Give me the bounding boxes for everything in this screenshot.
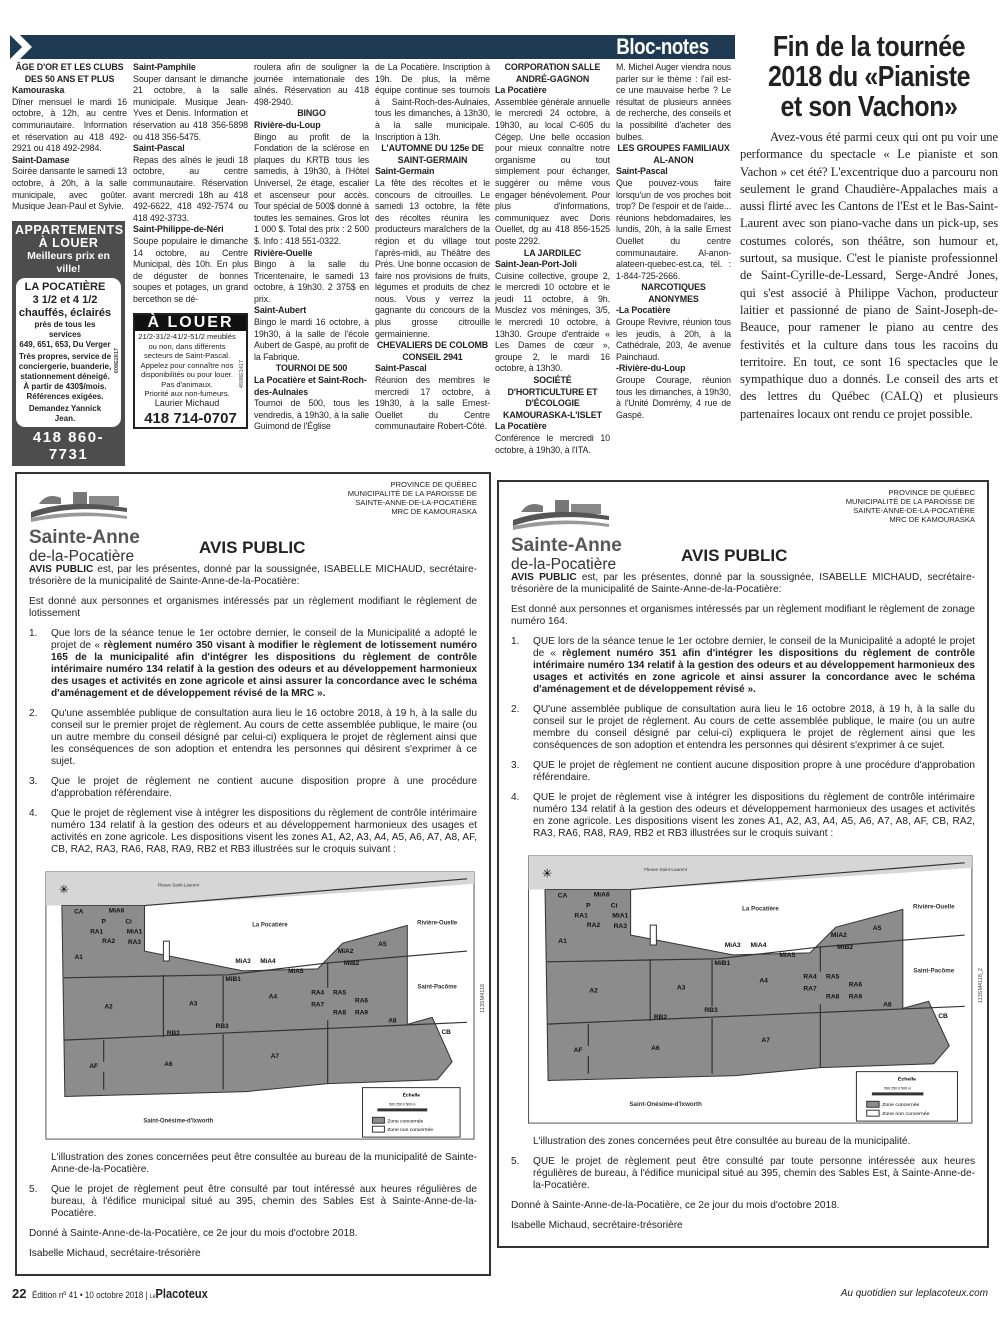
zone-label: RB2 bbox=[653, 1014, 668, 1022]
ad-phone: 418 714-0707 bbox=[144, 409, 237, 427]
ad-code: 609E2817 bbox=[114, 347, 120, 373]
zone-label: CA bbox=[74, 908, 84, 916]
event-location: Saint-Philippe-de-Néri bbox=[133, 224, 224, 235]
zone-label: RA6 bbox=[848, 981, 863, 989]
event-text: Cuisine collective, groupe 2, le mercredi 10 octobre et le jeudi 11 octobre, à 9h. Musclez vos méninges, 3/5, le mercredi 10 octobre, à 13h30. Groupe d'entraide « Les Dames de cœur », groupe 2, le mardi 16 octobre, à 13h30. bbox=[495, 270, 610, 374]
landscape-logo-icon bbox=[511, 496, 611, 532]
zone-label: RA4 bbox=[311, 989, 325, 997]
legend-out: Zone non concernée bbox=[387, 1128, 433, 1134]
event-text: M. Michel Auger viendra nous parler sur le thème : l'ail est-ce une mauvaise herbe ? Le résultat de plusieurs années de recherche, des conseils et la possibilité d'acheter des bulbes. bbox=[616, 62, 731, 142]
place-label: Saint-Pacôme bbox=[913, 968, 955, 975]
brand-name: Placoteux bbox=[155, 1286, 209, 1301]
place-label: Saint-Onésime-d'Ixworth bbox=[143, 1118, 214, 1125]
section-header-bar bbox=[10, 35, 735, 59]
zone-label: RB2 bbox=[166, 1030, 180, 1038]
rent-ad bbox=[133, 313, 248, 428]
zone-label: A3 bbox=[676, 984, 686, 992]
ad-phone: 418 860-7731 bbox=[32, 428, 105, 463]
map-code: 113SM4118_2 bbox=[978, 968, 984, 1003]
zone-label: RA4 bbox=[803, 973, 817, 981]
bloc-notes-column bbox=[12, 62, 127, 466]
zone-label: CB bbox=[441, 1029, 451, 1037]
zone-label: A1 bbox=[74, 954, 83, 961]
event-text: Bingo au profit de la Fondation de la sclérose en plaques du KRTB tous les samedis, à 19h30, à l'Hôtel Universel, 2e étage, escalier et ascenseur pour accès. Tour spécial de 500$ donné à toutes les semaines. Gros lot 1 000 $. Total des prix : 2 500 $. Info : 418 551-0322. bbox=[254, 131, 369, 246]
zone-label: MiA4 bbox=[260, 957, 276, 965]
notice-items bbox=[511, 636, 975, 840]
zone-label: RA8 bbox=[826, 993, 840, 1001]
notice-item bbox=[29, 808, 477, 856]
page-number: 22 bbox=[12, 1286, 27, 1301]
event-text: Conférence le mercredi 10 octobre, à 19h30, à l'ITA. bbox=[495, 433, 610, 455]
event-text: Bingo le mardi 16 octobre, à 19h30, à la salle de l'école Aubert de Gaspé, au profit de la Fabrique. bbox=[254, 317, 369, 362]
zone-label: MiB2 bbox=[837, 944, 854, 951]
intro-bold: AVIS PUBLIC bbox=[29, 564, 94, 575]
zone-label: A8 bbox=[883, 1001, 892, 1009]
event-text: Groupe Courage, réunion tous les dimanches, à 19h30, à l'Unité Domrémy, 4 rue de Gaspé. bbox=[616, 375, 731, 420]
bloc-notes-column bbox=[133, 62, 248, 429]
brand-prefix: Le bbox=[150, 1294, 156, 1300]
zone-label: RA9 bbox=[848, 993, 863, 1001]
place-label: Rivière-Ouelle bbox=[417, 920, 458, 927]
item-text: Qu'une assemblée publique de consultation aura lieu le 16 octobre 2018, à 19 h, à la salle du conseil sur le premier projet de règlement. Au cours de cette assemblée publique, le maire (ou un autre membre du conseil désigné par celui-ci) expliquera le projet de règlement ainsi que les conséquences de son adoption et entendra les personnes qui désirent s'exprimer à ce sujet. bbox=[51, 708, 477, 767]
zone-label: RA6 bbox=[355, 997, 368, 1005]
zoning-map bbox=[29, 864, 477, 1146]
logo-text: Sainte-Anne bbox=[29, 527, 140, 548]
zone-label: RA7 bbox=[803, 985, 817, 993]
bloc-notes-column bbox=[254, 62, 369, 433]
ad-text: Pas d'animaux. bbox=[161, 379, 213, 389]
edition-text: Édition nº 41 • 10 octobre 2018 | bbox=[32, 1290, 148, 1301]
event-heading: L'AUTOMNE DU 125e DE SAINT-GERMAIN bbox=[381, 143, 484, 165]
ad-text: Références exigées. bbox=[26, 391, 104, 401]
item-text: Que le projet de règlement vise à intégrer les dispositions du règlement de contrôle intérimaire numéro 134 relatif à la gestion des odeurs et au développement harmonieux des usages et activités en zone agricole. Les dispositions visent les zones A1, A2, A3, A4, A5, A6, A7, A8, AF, CB, RA2, RA3, RA6, RA8, RA9, RB2 et RB3 illustrées sur le croquis suivant : bbox=[51, 808, 477, 855]
map-code: 113SM4118 bbox=[480, 984, 486, 1013]
notice-given: Est donné aux personnes et organismes intéressés par un règlement modifiant le règlement de zonage numéro 164. bbox=[511, 604, 975, 627]
ad-text: près de tous les services bbox=[34, 319, 96, 339]
place-label: Saint-Pacôme bbox=[417, 984, 457, 991]
signed-line: Donné à Sainte-Anne-de-la-Pocatière, ce 2e jour du mois d'octobre 2018. bbox=[511, 1200, 840, 1211]
legend-in: Zone concernée bbox=[387, 1119, 424, 1125]
item-number: 4. bbox=[29, 808, 38, 819]
item-text: QUE le projet de règlement ne contient aucune disposition propre à une procédure d'approbation référendaire. bbox=[533, 760, 975, 783]
ad-features: chauffés, éclairés bbox=[18, 306, 112, 319]
municipality-logo bbox=[29, 488, 169, 565]
zone-label: MiA2 bbox=[830, 932, 847, 940]
item-text: Que le projet de règlement peut être consulté par tout intéressé aux heures régulières de bureau, à l'édifice municipal situé au 395, chemin des Sables Est à Sainte-Anne-de-la-Pocatière. bbox=[51, 1184, 477, 1219]
item-number: 2. bbox=[511, 704, 520, 715]
event-location: Saint-Jean-Port-Joli bbox=[495, 259, 577, 270]
zone-label: MiB1 bbox=[225, 975, 241, 983]
notice-item bbox=[29, 776, 477, 800]
notice-item bbox=[511, 704, 975, 752]
zone-label: RB3 bbox=[704, 1007, 718, 1015]
zone-label: CA bbox=[557, 892, 568, 900]
event-location: -La Pocatière bbox=[616, 305, 671, 316]
item-text-bold: règlement numéro 350 visant à modifier le règlement de lotissement numéro 165 de la municipalité afin d'intégrer les dispositions du règlement de contrôle intérimaire numéro 134 relatif à la gestion des odeurs et au développement harmonieux des usages et activités en zone agricole et ainsi assurer la concordance avec le schéma d'aménagement et de développement révisé de la MRC ». bbox=[51, 640, 477, 699]
intro-bold: AVIS PUBLIC bbox=[511, 572, 577, 583]
zone-label: RA2 bbox=[102, 938, 116, 946]
province-line: MUNICIPALITÉ DE LA PAROISSE DE bbox=[845, 497, 975, 506]
notice-item bbox=[511, 636, 975, 696]
zone-label: A8 bbox=[388, 1017, 397, 1025]
compass-icon: ✳ bbox=[58, 882, 69, 897]
event-location: Saint-Germain bbox=[375, 166, 435, 177]
zone-label: A4 bbox=[759, 977, 768, 985]
ad-text: 21/2-31/2-41/2-51/2 meublés ou non, dans différents secteurs de Saint-Pascal. bbox=[138, 332, 236, 361]
province-line: SAINTE-ANNE-DE-LA-POCATIÈRE bbox=[355, 498, 477, 507]
item-text: Que le projet de règlement ne contient aucune disposition propre à une procédure d'approbation référendaire. bbox=[51, 776, 477, 799]
province-line: PROVINCE DE QUÉBEC bbox=[888, 488, 975, 497]
compass-icon: ✳ bbox=[541, 866, 553, 881]
ad-details bbox=[135, 331, 246, 409]
signature: Isabelle Michaud, secrétaire-trésorière bbox=[29, 1248, 201, 1259]
zone-label: RA9 bbox=[355, 1009, 368, 1017]
zone-label: RA1 bbox=[574, 912, 588, 920]
zone-label: RA5 bbox=[826, 973, 840, 981]
event-text: Repas des aînés le jeudi 18 octobre, au centre communautaire. Réservation avant mercredi 18h au 418 492-6622, 418 492-7574 ou 418 492-3733. bbox=[133, 154, 248, 223]
event-location: -Rivière-du-Loup bbox=[616, 363, 686, 374]
legend-title: Échelle bbox=[402, 1093, 420, 1099]
legend-in: Zone concernée bbox=[882, 1102, 920, 1109]
chevron-icon bbox=[10, 35, 32, 59]
item-text: QU'une assemblée publique de consultation aura lieu le 16 octobre 2018, à 19 h, à la salle du conseil sur le projet de règlement. Au cours de cette assemblée publique, le maire (ou un autre membre du conseil désigné par celui-ci) expliquera le projet de règlement ainsi que les conséquences de son adoption et entendra les personnes qui désirent s'exprimer à ce sujet. bbox=[533, 704, 975, 751]
event-heading: BINGO bbox=[297, 108, 326, 119]
event-heading: TOURNOI DE 500 bbox=[275, 363, 348, 374]
ad-contact: Demandez Yannick Jean. bbox=[28, 403, 102, 423]
item-text: QUE lors de la séance tenue le 1er octobre dernier, le conseil de la Municipalité a adopté le projet de « bbox=[533, 636, 975, 659]
zone-label: MiA1 bbox=[126, 928, 143, 936]
place-label: Fleuve Saint-Laurent bbox=[644, 866, 688, 872]
zone-label: MiA5 bbox=[779, 951, 796, 959]
zone-label: A4 bbox=[268, 993, 278, 1001]
bloc-notes-column bbox=[375, 62, 490, 433]
zone-label: MiB1 bbox=[714, 959, 731, 967]
article-title: Fin de la tournée 2018 du «Pianiste et son Vachon» bbox=[767, 31, 971, 123]
zone-label: RB3 bbox=[215, 1023, 229, 1031]
event-heading: LA JARDILEC bbox=[523, 247, 582, 258]
zone-label: A7 bbox=[761, 1037, 770, 1044]
logo-text: de-la-Pocatière bbox=[511, 556, 617, 573]
item-number: 5. bbox=[29, 1184, 38, 1195]
event-heading: SOCIÉTÉ D'HORTICULTURE ET D'ÉCOLOGIE KAMOURASKA-L'ISLET bbox=[503, 375, 602, 420]
notice-items bbox=[29, 628, 477, 856]
notice-title: AVIS PUBLIC bbox=[681, 546, 788, 565]
zone-label: MiA3 bbox=[724, 942, 741, 949]
event-heading: CORPORATION SALLE ANDRÉ-GAGNON bbox=[504, 62, 601, 84]
notice-item bbox=[29, 628, 477, 700]
notice-item bbox=[29, 708, 477, 768]
event-location: Saint-Pascal bbox=[616, 166, 668, 177]
event-location: La Pocatière bbox=[495, 421, 547, 432]
event-text: Dîner mensuel le mardi 16 octobre, à 12h, au centre communautaire. Information et réservation au 418 492-2921 ou 418 492-2984. bbox=[12, 96, 127, 154]
ad-text: Appelez pour connaître nos disponibilités ou pour louer. bbox=[140, 360, 234, 380]
event-location: Rivière-du-Loup bbox=[254, 119, 321, 130]
place-label: La Pocatière bbox=[252, 922, 288, 929]
notice-item bbox=[29, 1184, 477, 1220]
legend-out: Zone non concernée bbox=[882, 1111, 930, 1118]
province-line: MUNICIPALITÉ DE LA PAROISSE DE bbox=[347, 489, 477, 498]
scale-label: 500 250 0 500 m bbox=[389, 1102, 416, 1107]
item-number: 3. bbox=[511, 760, 520, 771]
event-location: Kamouraska bbox=[12, 85, 65, 96]
zone-label: MiA3 bbox=[235, 957, 251, 965]
ad-text: Très propres, service de conciergerie, buanderie, stationnement déneigé. bbox=[18, 351, 112, 381]
article bbox=[740, 32, 998, 423]
zone-label: MiA2 bbox=[337, 948, 354, 956]
intro-text: est, par les présentes, donné par la soussignée, ISABELLE MICHAUD, secrétaire-trésorière de la municipalité de Sainte-Anne-de-la-Pocatière: bbox=[511, 572, 976, 595]
event-text: Réunion des membres le mercredi 17 octobre, à 19h30, à la salle Ernest-Ouellet du Centre communautaire Robert-Côté. bbox=[375, 375, 490, 432]
zone-label: RA8 bbox=[333, 1009, 347, 1017]
zone-label: CB bbox=[938, 1013, 948, 1021]
province-line: MRC DE KAMOURASKA bbox=[889, 515, 975, 524]
scale-label: 500 250 0 500 m bbox=[884, 1086, 912, 1091]
zone-label: AF bbox=[573, 1046, 583, 1054]
event-location: Saint-Pamphile bbox=[133, 62, 196, 72]
event-location: Saint-Damase bbox=[12, 154, 70, 165]
zone-label: A6 bbox=[651, 1044, 660, 1052]
zone-label: A2 bbox=[104, 1003, 113, 1011]
ad-address: 649, 651, 653, Du Verger bbox=[19, 339, 111, 349]
ad-details bbox=[16, 278, 121, 427]
event-heading: LES GROUPES FAMILIAUX AL-ANON bbox=[617, 143, 730, 165]
illustration-note: L'illustration des zones concernées peut être consultée au bureau de la municipalité. bbox=[533, 1136, 911, 1147]
zone-label: RA3 bbox=[128, 939, 141, 947]
zone-label: RA3 bbox=[613, 923, 627, 931]
zone-label: Ci bbox=[125, 918, 132, 926]
zone-label: MiA1 bbox=[612, 912, 629, 920]
notice-given: Est donné aux personnes et organismes intéressés par un règlement modifiant le règlement de lotissement bbox=[29, 596, 477, 619]
province-line: PROVINCE DE QUÉBEC bbox=[390, 480, 477, 489]
notice-title: AVIS PUBLIC bbox=[199, 538, 306, 557]
place-label: Saint-Onésime-d'Ixworth bbox=[629, 1102, 702, 1109]
notice-header bbox=[511, 488, 975, 572]
bloc-notes-column bbox=[495, 62, 610, 456]
notice-header bbox=[29, 480, 477, 564]
place-label: La Pocatière bbox=[742, 906, 779, 913]
ad-sizes: 3 1/2 et 4 1/2 bbox=[32, 293, 98, 306]
logo-text: Sainte-Anne bbox=[511, 535, 622, 556]
event-text: Assemblée générale annuelle le mercredi 24 octobre, à 19h30, au local C-605 du Cégep. Une belle occasion pour mieux connaître notre organisme ou tout simplement pour échanger, suggérer ou même vous engager bénévolement. Pour plus d'informations, communiquez avec Doris Ouellet, dg au 418 856-1525 poste 2292. bbox=[495, 96, 610, 246]
item-number: 2. bbox=[29, 708, 38, 719]
public-notice-left bbox=[15, 472, 491, 1276]
zone-label: A2 bbox=[589, 987, 598, 995]
item-number: 1. bbox=[511, 636, 520, 647]
zone-label: MiA5 bbox=[288, 967, 304, 975]
ad-text: Priorité aux non-fumeurs. bbox=[144, 388, 230, 398]
item-number: 4. bbox=[511, 792, 520, 803]
section-title: Bloc-notes bbox=[616, 34, 709, 59]
event-text: roulera afin de souligner la journée internationale des aînés. Réservation au 418 498-2940. bbox=[254, 62, 369, 107]
illustration-note: L'illustration des zones concernées peut être consultée au bureau de la municipalité de Sainte-Anne-de-la-Pocatière. bbox=[51, 1152, 477, 1175]
ad-tagline: Meilleurs prix en ville! bbox=[27, 249, 110, 275]
zone-label: RA5 bbox=[333, 989, 347, 997]
item-number: 5. bbox=[511, 1156, 520, 1167]
apartments-ad bbox=[12, 221, 125, 466]
zone-label: A5 bbox=[378, 941, 387, 949]
event-text: Groupe Revivre, réunion tous les jeudis, à 20h, à la Cathédrale, 203, 4e avenue Painchaud. bbox=[616, 317, 731, 362]
event-text: La fête des récoltes et le concours de citrouilles. Le samedi 13 octobre, la fête des récoltes réunira les producteurs maraîchers de la région et du village tout l'après-midi, au Théâtre des Prés. Une bonne occasion de faire nos provisions de fruits, légumes et produits de chez nous. Vous y verrez la gagnante du concours de la plus grosse citrouille germainienne. bbox=[375, 177, 490, 339]
intro-text: est, par les présentes, donné par la soussignée, ISABELLE MICHAUD, secrétaire-trésorière de la municipalité de Sainte-Anne-de-la-Pocatière: bbox=[29, 564, 478, 587]
zone-label: A3 bbox=[189, 1000, 198, 1008]
website-link[interactable]: Au quotidien sur leplacoteux.com bbox=[840, 1288, 988, 1299]
ad-title: À LOUER bbox=[135, 315, 246, 331]
zone-label: MiA6 bbox=[108, 907, 125, 915]
event-heading: ÂGE D'OR ET LES CLUBS DES 50 ANS ET PLUS bbox=[15, 62, 124, 84]
zone-label: P bbox=[586, 902, 591, 910]
province-header bbox=[247, 480, 477, 516]
event-text: Tournoi de 500, tous les vendredis, à 19h30, à la salle Guimond de l'Église bbox=[254, 398, 369, 432]
zone-label: RA1 bbox=[90, 928, 104, 936]
notice-item bbox=[511, 1156, 975, 1192]
province-line: SAINTE-ANNE-DE-LA-POCATIÈRE bbox=[853, 506, 975, 515]
zone-label: A1 bbox=[558, 938, 567, 945]
event-text: Souper dansant le dimanche 21 octobre, à la salle municipale. Musique Jean-Yves et Denis. Information et réservation au 418 356-5898 ou 418 356-5475. bbox=[133, 73, 248, 142]
signature: Isabelle Michaud, secrétaire-trésorière bbox=[511, 1220, 683, 1231]
place-label: Fleuve Saint-Laurent bbox=[157, 882, 200, 888]
zone-label: MiB2 bbox=[343, 959, 360, 967]
notice-item bbox=[511, 760, 975, 784]
event-text: Que pouvez-vous faire lorsqu'un de vos proches boit trop? De l'espoir et de l'aide... réunions hebdomadaires, les lundis, 20h, à la salle Ernest Ouellet du centre communautaire. Al-anon-alateen-quebec-est.ca, tél. : 1-844-725-2666. bbox=[616, 177, 731, 281]
zone-label: RA7 bbox=[311, 1001, 325, 1009]
event-text: de La Pocatière. Inscription à 19h. De plus, la même équipe continue ses tournois à Saint-Roch-des-Aulnaies, tous les dimanches, à 13h30, à la salle municipale. Inscription à 13h. bbox=[375, 62, 490, 142]
ad-city: LA POCATIÈRE bbox=[24, 280, 106, 293]
event-location: Saint-Pascal bbox=[133, 143, 185, 154]
zone-label: P bbox=[101, 918, 106, 926]
event-location: Saint-Aubert bbox=[254, 305, 307, 316]
zone-label: Ci bbox=[610, 902, 618, 910]
ad-title: À LOUER bbox=[38, 235, 99, 250]
zone-label: A5 bbox=[872, 925, 882, 933]
zone-label: MiA4 bbox=[750, 942, 767, 949]
event-text: Bingo à la salle du Tricentenaire, le samedi 13 octobre, à 19h30. 2 375$ en prix. bbox=[254, 259, 369, 304]
event-location: Rivière-Ouelle bbox=[254, 247, 313, 258]
item-number: 3. bbox=[29, 776, 38, 787]
ad-code: 4598E1417 bbox=[239, 360, 245, 389]
municipality-logo bbox=[511, 496, 651, 573]
zone-label: A6 bbox=[164, 1060, 173, 1068]
event-heading: CHEVALIERS DE COLOMB CONSEIL 2941 bbox=[376, 340, 489, 362]
ad-contact: Laurier Michaud bbox=[154, 398, 220, 409]
map-container bbox=[511, 848, 984, 1130]
article-body: Avez-vous été parmi ceux qui ont pu voir une performance du spectacle « Le pianiste et son Vachon » cet été? L'excentrique duo a parcouru non seulement le grand Chaudière-Appalaches mais a aussi flirté avec les Cantons de l'Est et le Bas-Saint-Laurent avec son piano-vache dans un pick-up, ses costumes colorés, son théâtre, son humour et, surtout, sa musique. C'est le pianiste professionnel de Saint-Cyrille-de-Lessard, Serge-André Jones, qui s'est associé à Philippe Vachon, producteur laitier et passionné de piano de Saint-Joseph-de-Beauce, pour ramener le piano au centre des festivités et la culture dans tous les racoins du territoire. En tout, ce sont 16 spectacles que le sympathique duo a donnés. Le conseil des arts et des lettres du Québec (CALQ) et plusieurs partenaires locaux ont rendu ce projet possible. bbox=[740, 130, 998, 421]
logo-text: de-la-Pocatière bbox=[29, 548, 135, 565]
edition-info bbox=[32, 1286, 208, 1301]
event-location: Saint-Pascal bbox=[375, 363, 427, 374]
event-text: Soirée dansante le samedi 13 octobre, à 20h, à la salle municipale, avec goûter. Musique Jean-Paul et Sylvie. bbox=[12, 166, 127, 212]
zone-label: MiA6 bbox=[593, 891, 610, 899]
item-text: QUE le projet de règlement peut être consulté par toute personne intéressée aux heures régulières de bureau, à l'édifice municipal situé au 395, chemin des Sables Est, à Sainte-Anne-de-la-Pocatière. bbox=[533, 1156, 975, 1191]
notice-intro bbox=[511, 572, 975, 596]
item-number: 1. bbox=[29, 628, 38, 639]
zone-label: AF bbox=[89, 1062, 99, 1070]
item-text-bold: règlement numéro 351 afin d'intégrer les dispositions du règlement de contrôle intérimaire numéro 134 relatif à la gestion des odeurs et au développement harmonieux des usages et activités en zone agricole et ainsi assurer la concordance avec le schéma d'aménagement et de développement révisé ». bbox=[533, 648, 975, 695]
zone-label: A7 bbox=[270, 1052, 280, 1060]
legend-title: Échelle bbox=[897, 1076, 916, 1083]
event-location: La Pocatière bbox=[495, 85, 547, 96]
item-text: Que lors de la séance tenue le 1er octobre dernier, le conseil de la Municipalité a adopté le projet de « bbox=[51, 628, 477, 651]
map-container bbox=[29, 864, 486, 1146]
ad-title: APPARTEMENTS bbox=[15, 222, 124, 237]
notice-item bbox=[511, 792, 975, 840]
landscape-logo-icon bbox=[29, 488, 129, 524]
province-header bbox=[745, 488, 975, 524]
notice-intro bbox=[29, 564, 477, 588]
event-location: La Pocatière et Saint-Roch-des-Aulnaies bbox=[254, 375, 367, 397]
ad-price: À partir de 430$/mois. bbox=[23, 381, 107, 391]
signed-line: Donné à Sainte-Anne-de-la-Pocatière, ce 2e jour du mois d'octobre 2018. bbox=[29, 1228, 358, 1239]
event-text: Soupe populaire le dimanche 14 octobre, au Centre Municipal, dès 10h. En plus de déguster de bonnes soupes et potages, un grand bercethon se dé- bbox=[133, 235, 248, 304]
bloc-notes-column bbox=[616, 62, 731, 421]
province-line: MRC DE KAMOURASKA bbox=[391, 507, 477, 516]
page-footer bbox=[12, 1286, 988, 1301]
zoning-map bbox=[511, 848, 975, 1130]
event-heading: NARCOTIQUES ANONYMES bbox=[641, 282, 706, 304]
zone-label: RA2 bbox=[586, 922, 601, 930]
place-label: Rivière-Ouelle bbox=[913, 904, 955, 911]
public-notice-right bbox=[497, 480, 989, 1248]
item-text: QUE le projet de règlement vise à intégrer les dispositions du règlement de contrôle intérimaire numéro 134 relatif à la gestion des odeurs et développement harmonieux des usages et activités en zone agricole. Les dispositions visent les zones A1, A2, A3, A4, A5, A6, A7, A8, AF, CB, RA2, RA3, RA6, RA8, RA9, RB2 et RB3 illustrées sur le croquis suivant : bbox=[533, 792, 975, 839]
